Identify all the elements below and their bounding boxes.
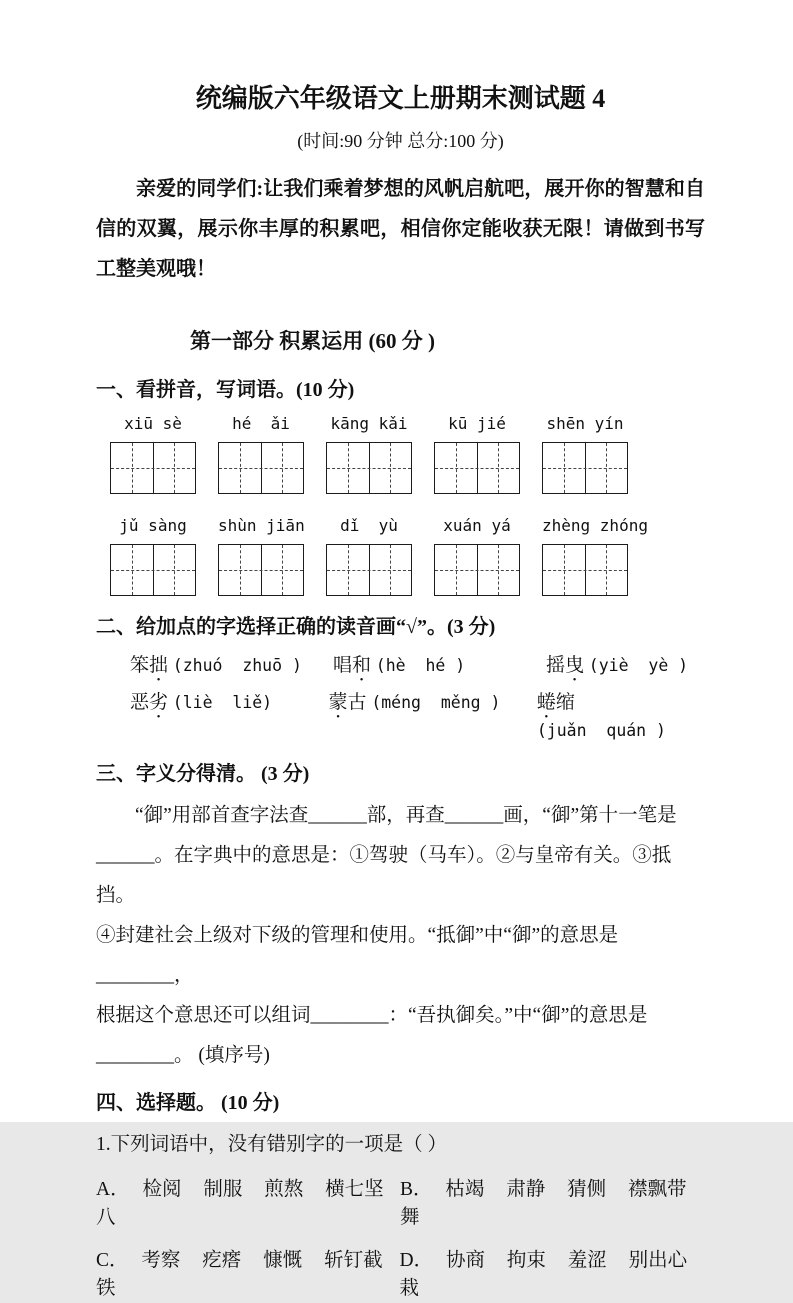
pinyin-word-column <box>110 414 196 494</box>
pinyin-options: (zhuó zhuō ) <box>172 656 302 675</box>
question2-heading: 二、给加点的字选择正确的读音画“√”。(3 分) <box>96 616 496 638</box>
question4-item1: 1.下列词语中，没有错别字的一项是（ ） <box>96 1134 448 1155</box>
part1-heading: 第一部分 积累运用 (60 分 ) <box>190 329 435 353</box>
writing-grid <box>434 442 520 494</box>
writing-grid <box>326 544 412 596</box>
pinyin-label: kāng kǎi <box>330 414 408 433</box>
pinyin-options: (liè liě) <box>172 693 273 712</box>
fill-blank-line: ______。在字典中的意思是：①驾驶（马车）。②与皇帝有关。③抵挡。 <box>96 845 672 906</box>
dotted-char: 劣 <box>149 692 169 713</box>
choice-option-c: C． 考察 疙瘩 慷慨 斩钉截铁 <box>96 1250 383 1299</box>
question1-heading: 一、看拼音，写词语。(10 分) <box>96 379 355 401</box>
question3-body <box>96 796 705 1076</box>
dotted-char: 蜷 <box>536 692 556 713</box>
word-item: 摇曳 (yiè yè ) <box>546 652 688 680</box>
choice-option-a: A． 检阅 制服 煎熬 横七坚八 <box>96 1179 384 1228</box>
fill-blank-line: ________。 (填序号) <box>96 1045 270 1066</box>
dotted-char: 曳 <box>565 655 585 676</box>
pinyin-label: xuán yá <box>443 516 511 535</box>
intro-text: 亲爱的同学们:让我们乘着梦想的风帆启航吧，展开你的智慧和自信的双翼，展示你丰厚的积累吧，相信你定能收获无限！请做到书写工整美观哦！ <box>96 178 705 280</box>
pinyin-options: (yiè yè ) <box>588 656 689 675</box>
pinyin-options: (méng měng ) <box>371 693 501 712</box>
pinyin-label: xiū sè <box>124 414 182 433</box>
pinyin-label: zhèng zhóng <box>542 516 648 535</box>
fill-blank-line: “御”用部首查字法查______部，再查______画，“御”第十一笔是 <box>135 805 677 826</box>
writing-grid <box>218 442 304 494</box>
pinyin-word-column <box>542 414 628 494</box>
choice-options-row-2 <box>96 1247 705 1303</box>
word-item: 恶劣 (liè liě) <box>130 689 329 745</box>
pinyin-grid-row-2 <box>96 516 705 596</box>
pinyin-label: dǐ yù <box>340 516 398 535</box>
pronunciation-row-1 <box>96 652 705 680</box>
pinyin-word-column <box>110 516 196 596</box>
word-item: 唱和 (hè hé ) <box>333 652 546 680</box>
pinyin-word-column <box>218 516 304 596</box>
pinyin-word-column <box>434 516 520 596</box>
fill-blank-line: 根据这个意思还可以组词________：“吾执御矣。”中“御”的意思是 <box>96 1005 648 1026</box>
pinyin-word-column <box>326 414 412 494</box>
writing-grid <box>434 544 520 596</box>
option-label: A． <box>96 1179 130 1200</box>
word-item: 蜷缩 (juǎn quán ) <box>537 689 705 745</box>
fill-blank-line: ④封建社会上级对下级的管理和使用。“抵御”中“御”的意思是________， <box>96 925 619 986</box>
writing-grid <box>218 544 304 596</box>
choice-option-b: B． 枯竭 肃静 猜侧 襟飘带舞 <box>399 1179 687 1228</box>
pinyin-label: jǔ sàng <box>119 516 187 535</box>
option-label: B． <box>399 1179 433 1200</box>
writing-grid <box>110 442 196 494</box>
pinyin-word-column <box>434 414 520 494</box>
pinyin-label: kū jié <box>448 414 506 433</box>
pronunciation-row-2 <box>96 689 705 745</box>
writing-grid <box>542 442 628 494</box>
writing-grid <box>542 544 628 596</box>
pinyin-word-column <box>542 516 648 596</box>
pinyin-options: (juǎn quán ) <box>536 721 666 740</box>
option-label: C． <box>96 1250 129 1271</box>
word-item: 蒙古 (méng měng ) <box>329 689 537 745</box>
choice-options-row-1 <box>96 1176 705 1232</box>
writing-grid <box>110 544 196 596</box>
time-score-subtitle: (时间:90 分钟 总分:100 分) <box>297 131 504 151</box>
dotted-char: 拙 <box>149 655 169 676</box>
page-title: 统编版六年级语文上册期末测试题 4 <box>195 84 606 113</box>
pinyin-options: (hè hé ) <box>375 656 466 675</box>
dotted-char: 和 <box>352 655 372 676</box>
question4-heading: 四、选择题。 (10 分) <box>96 1092 280 1114</box>
pinyin-label: shùn jiān <box>218 516 305 535</box>
question3-heading: 三、字义分得清。 (3 分) <box>96 763 310 785</box>
option-label: D． <box>399 1250 434 1271</box>
pinyin-word-column <box>326 516 412 596</box>
choice-option-d: D． 协商 拘束 羞涩 别出心栽 <box>399 1250 688 1299</box>
pinyin-label: hé ǎi <box>232 414 290 433</box>
word-item: 笨拙 (zhuó zhuō ) <box>130 652 333 680</box>
pinyin-label: shēn yín <box>546 414 624 433</box>
pinyin-grid-row-1 <box>96 414 705 494</box>
pinyin-word-column <box>218 414 304 494</box>
writing-grid <box>326 442 412 494</box>
dotted-char: 蒙 <box>328 692 348 713</box>
